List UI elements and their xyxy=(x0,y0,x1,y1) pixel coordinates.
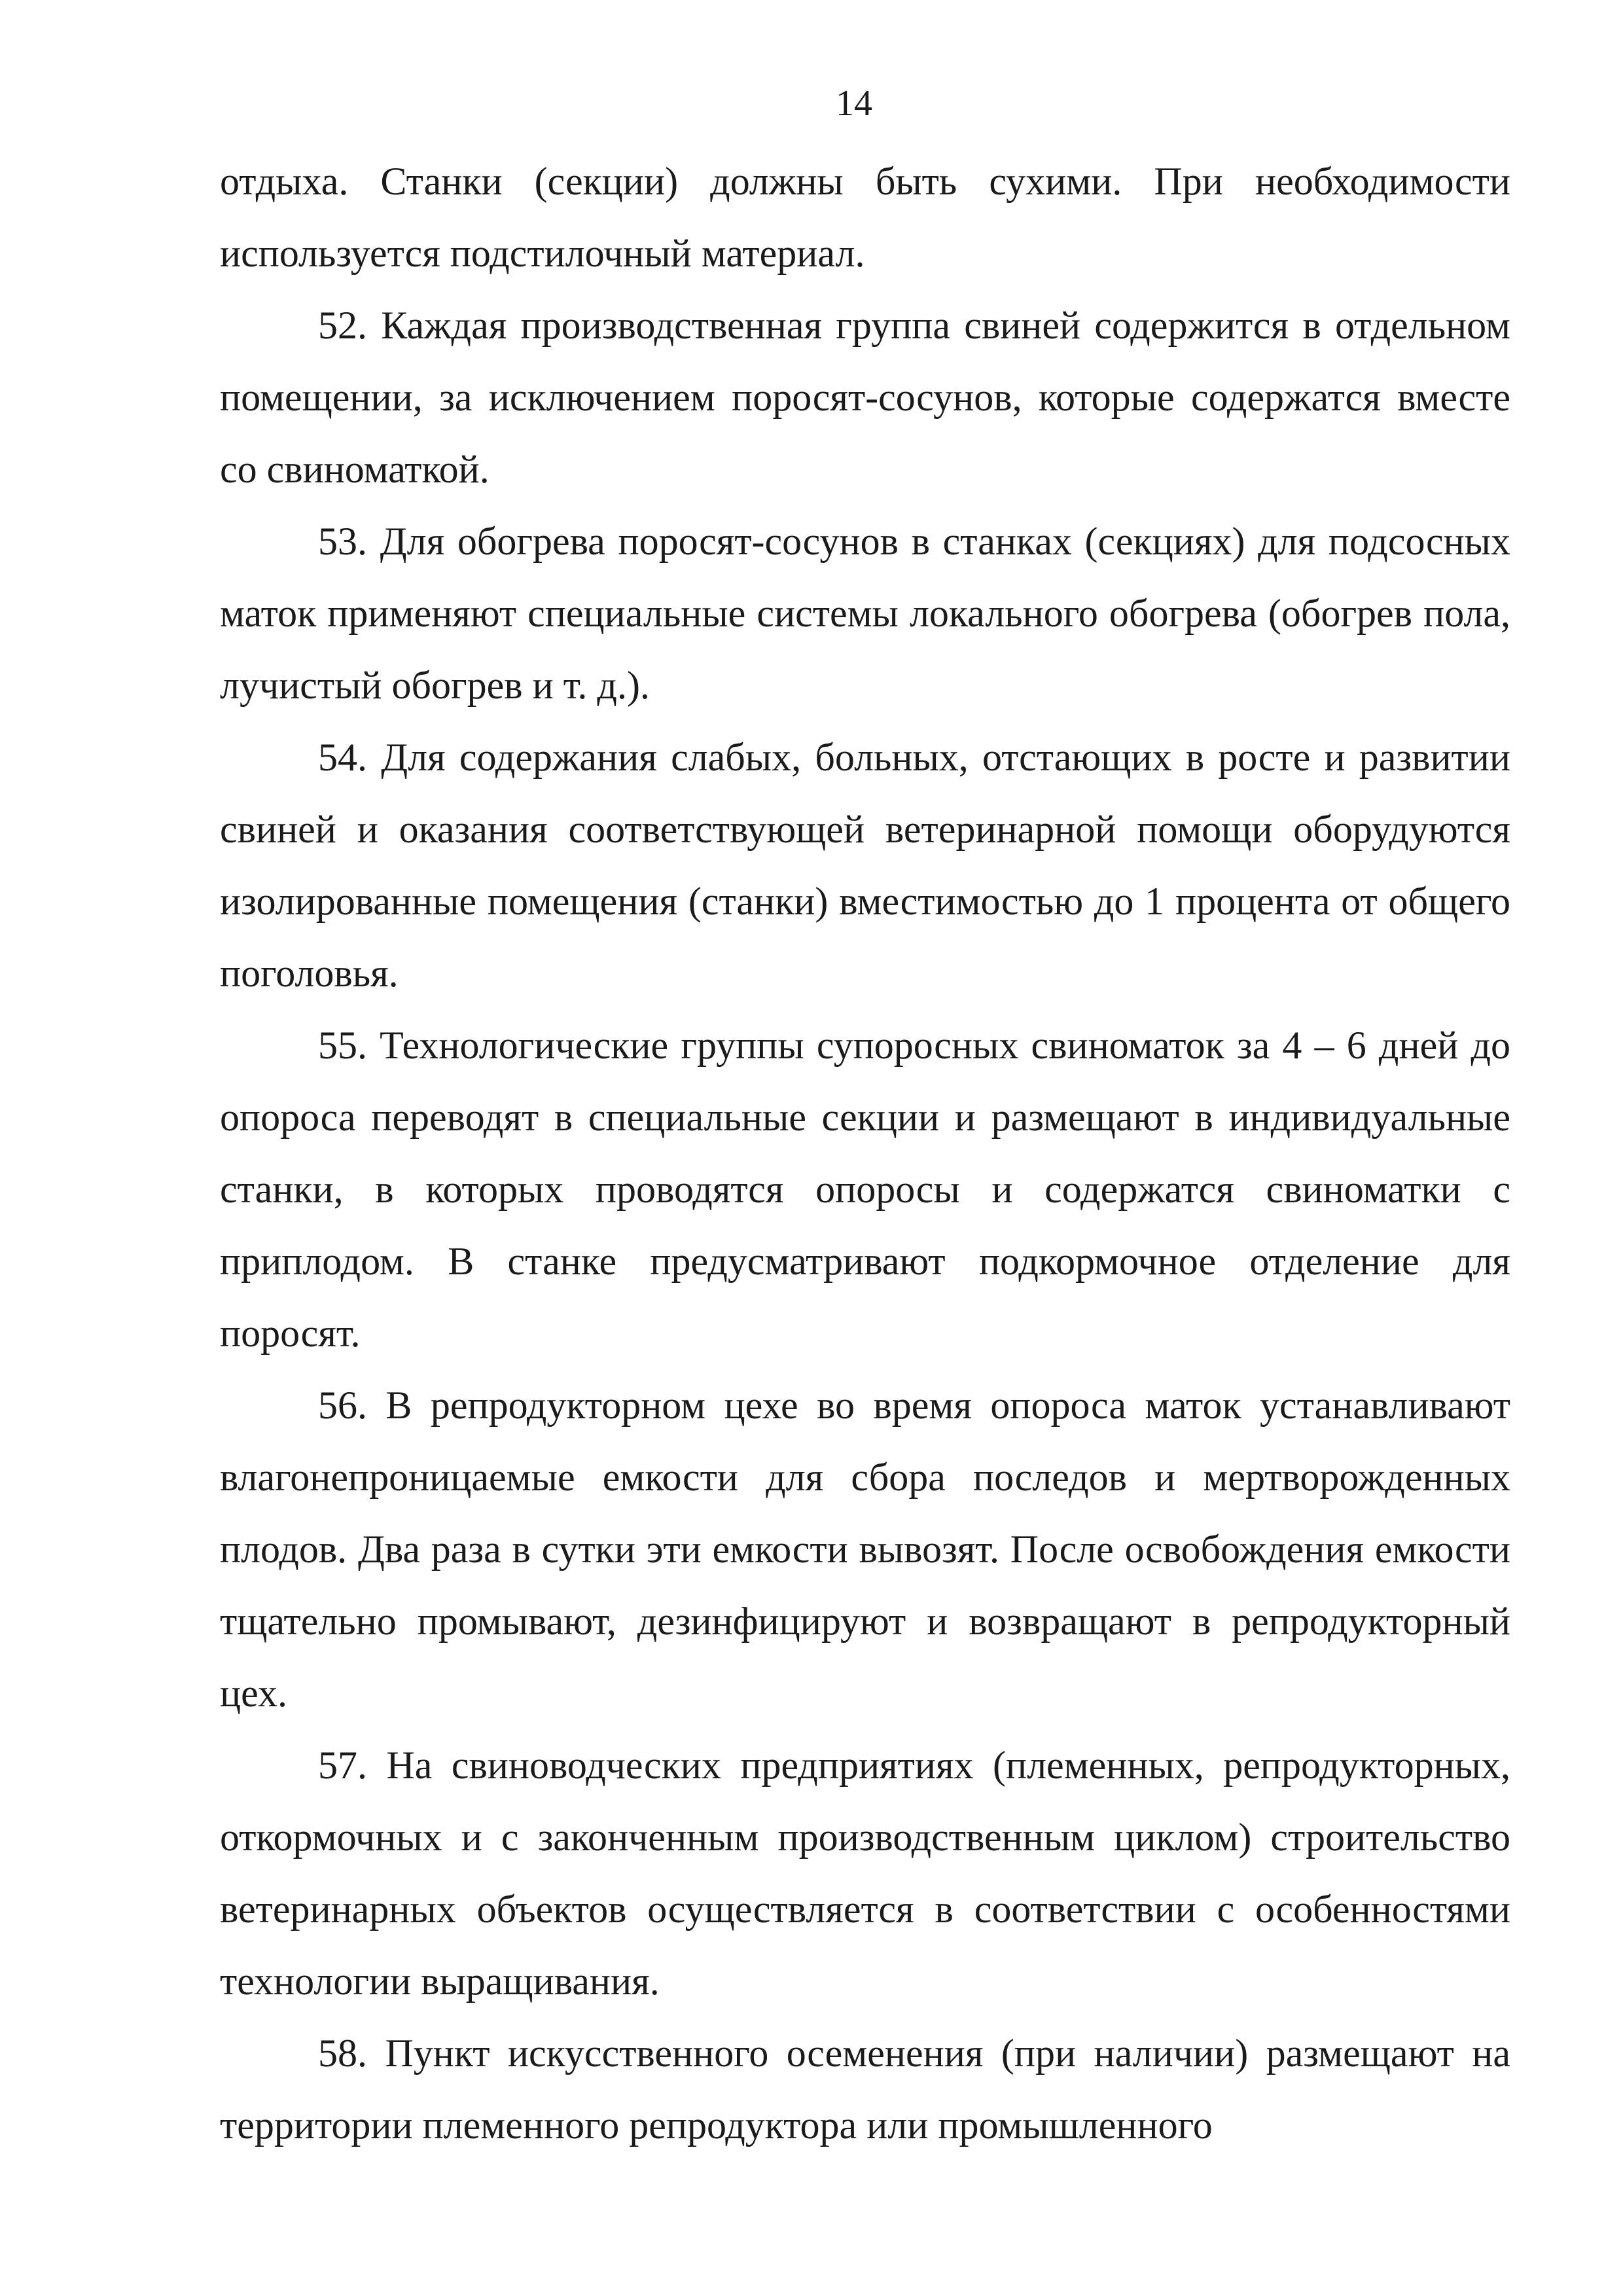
page-number: 14 xyxy=(836,83,872,124)
paragraph-55: 55. Технологические группы супоросных свиноматок за 4 – 6 дней до опороса переводят в специальные секции и размещают в индивидуальные станки, в которых проводятся опоросы и содержатся свиноматки с приплодом. В станке предусматривают подкормочное отделение для поросят. xyxy=(220,1024,1510,1355)
paragraph-57: 57. На свиноводческих предприятиях (племенных, репродукторных, откормочных и с законченным производственным циклом) строительство ветеринарных объектов осуществляется в соответствии с особенностями технологии выращивания. xyxy=(220,1744,1510,2003)
document-body xyxy=(220,145,1510,2161)
paragraph-58: 58. Пункт искусственного осеменения (при наличии) размещают на территории племенного репродуктора или промышленного xyxy=(220,2032,1510,2147)
paragraph-54: 54. Для содержания слабых, больных, отстающих в росте и развитии свиней и оказания соответствующей ветеринарной помощи оборудуются изолированные помещения (станки) вместимостью до 1 процента от общего поголовья. xyxy=(220,736,1510,995)
paragraph-52: 52. Каждая производственная группа свиней содержится в отдельном помещении, за исключением поросят-сосунов, которые содержатся вместе со свиноматкой. xyxy=(220,304,1510,491)
paragraph-continuation: отдыха. Станки (секции) должны быть сухими. При необходимости используется подстилочный материал. xyxy=(220,160,1510,275)
paragraph-56: 56. В репродукторном цехе во время опороса маток устанавливают влагонепроницаемые емкости для сбора последов и мертворожденных плодов. Два раза в сутки эти емкости вывозят. После освобождения емкости тщательно промывают, дезинфицируют и возвращают в репродукторный цех. xyxy=(220,1384,1510,1715)
paragraph-53: 53. Для обогрева поросят-сосунов в станках (секциях) для подсосных маток применяют специальные системы локального обогрева (обогрев пола, лучистый обогрев и т. д.). xyxy=(220,520,1510,707)
